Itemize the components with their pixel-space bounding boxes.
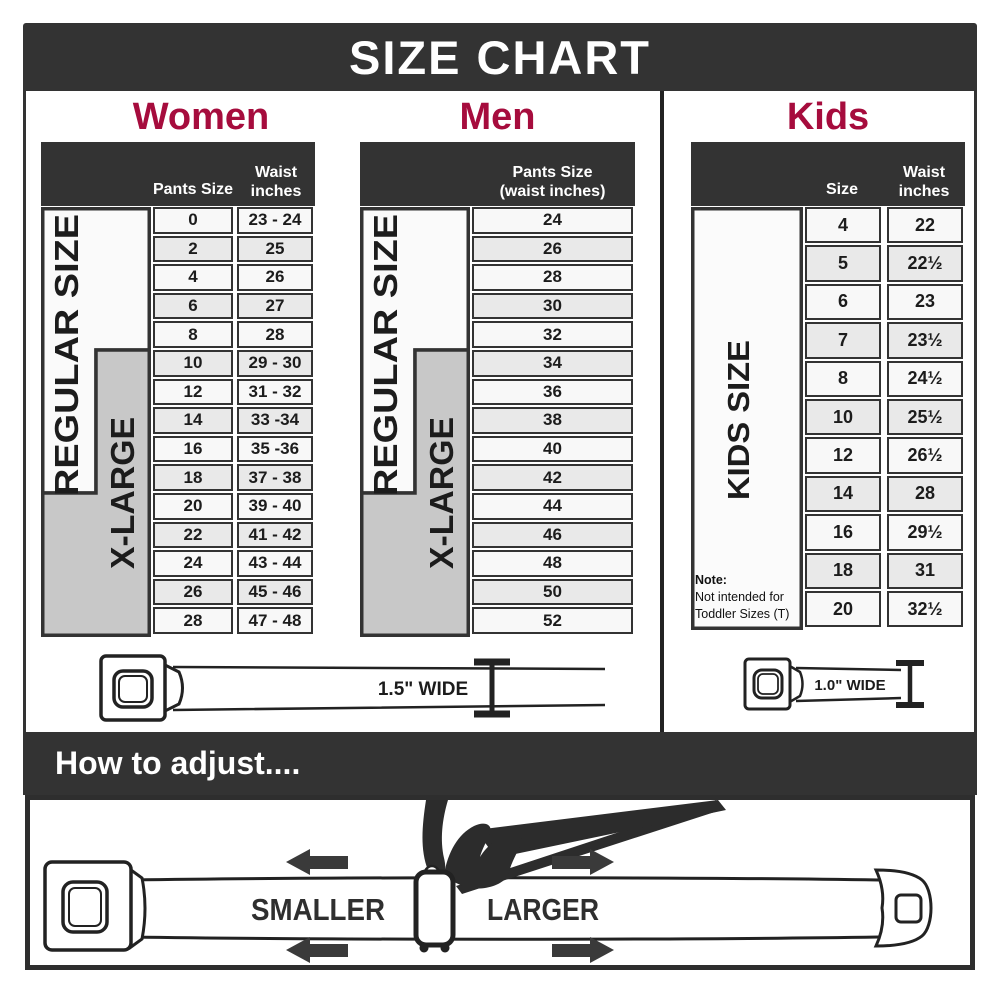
women-col-waist-line1: Waist — [254, 164, 298, 181]
women-col-waist-inches — [237, 163, 315, 201]
table-cell: 32 — [472, 321, 633, 348]
table-cell: 24 — [472, 207, 633, 234]
kids-belt-illustration — [738, 655, 933, 713]
buckle-button-inner — [69, 888, 101, 926]
belt-slider — [416, 872, 453, 953]
women-regular-label: REGULAR SIZE — [48, 250, 85, 496]
hand-icon — [423, 800, 727, 889]
table-cell: 16 — [153, 436, 233, 463]
table-cell: 22 — [887, 207, 963, 243]
table-cell: 14 — [153, 407, 233, 434]
kids-section-title: Kids — [786, 96, 870, 138]
women-size-band — [41, 207, 151, 637]
adult-belt-illustration — [93, 650, 613, 728]
buckle-button-inner — [758, 674, 778, 694]
table-cell: 0 — [153, 207, 233, 234]
table-cell: 22 — [153, 522, 233, 549]
men-col-line1: Pants Size — [512, 164, 593, 181]
men-section-title: Men — [459, 96, 536, 138]
table-cell: 28 — [887, 476, 963, 512]
table-cell: 44 — [472, 493, 633, 520]
table-cell: 10 — [805, 399, 881, 435]
table-cell: 23 - 24 — [237, 207, 313, 234]
women-col-waist-line2: inches — [250, 183, 302, 200]
kids-note-title: Note: — [695, 573, 727, 587]
kids-band-label: KIDS SIZE — [721, 348, 756, 500]
kids-col-waist-line2: inches — [898, 183, 950, 200]
table-cell: 27 — [237, 293, 313, 320]
table-cell: 52 — [472, 607, 633, 634]
table-cell: 16 — [805, 514, 881, 550]
table-cell: 4 — [805, 207, 881, 243]
men-regular-label: REGULAR SIZE — [367, 250, 404, 496]
table-cell: 45 - 46 — [237, 579, 313, 606]
table-cell: 26 — [237, 264, 313, 291]
table-cell: 47 - 48 — [237, 607, 313, 634]
kids-col-waist-inches — [883, 163, 965, 201]
adult-belt-width-label: 1.5" WIDE — [377, 679, 469, 700]
men-size-band — [360, 207, 470, 637]
table-cell: 8 — [153, 321, 233, 348]
kids-col-size: Size — [825, 181, 858, 198]
table-cell: 12 — [153, 379, 233, 406]
kids-table-header — [691, 142, 965, 206]
how-to-adjust-title: How to adjust.... — [55, 745, 301, 781]
arrow-left-icon — [286, 937, 310, 963]
kids-note-line3: Toddler Sizes (T) — [695, 607, 790, 621]
arrow-left-icon — [286, 849, 310, 875]
table-cell: 48 — [472, 550, 633, 577]
table-cell: 39 - 40 — [237, 493, 313, 520]
women-section-title: Women — [132, 96, 270, 138]
table-cell: 26½ — [887, 437, 963, 473]
table-cell: 7 — [805, 322, 881, 358]
table-cell: 43 - 44 — [237, 550, 313, 577]
table-cell: 8 — [805, 361, 881, 397]
table-cell: 35 -36 — [237, 436, 313, 463]
table-cell: 30 — [472, 293, 633, 320]
panel-divider — [660, 91, 664, 732]
table-cell: 22½ — [887, 245, 963, 281]
table-cell: 37 - 38 — [237, 464, 313, 491]
table-cell: 42 — [472, 464, 633, 491]
table-cell: 18 — [805, 553, 881, 589]
table-cell: 20 — [805, 591, 881, 627]
table-cell: 28 — [153, 607, 233, 634]
table-cell: 26 — [472, 236, 633, 263]
table-cell: 31 - 32 — [237, 379, 313, 406]
table-cell: 28 — [472, 264, 633, 291]
men-size-table — [472, 207, 633, 634]
larger-label: LARGER — [487, 892, 599, 927]
table-cell: 12 — [805, 437, 881, 473]
table-cell: 40 — [472, 436, 633, 463]
table-cell: 23 — [887, 284, 963, 320]
chart-panel — [23, 91, 977, 732]
kids-note-line2: Not intended for — [695, 590, 784, 604]
table-cell: 29 - 30 — [237, 350, 313, 377]
table-cell: 4 — [153, 264, 233, 291]
adjust-illustration-panel — [25, 795, 975, 970]
table-cell: 41 - 42 — [237, 522, 313, 549]
table-cell: 26 — [153, 579, 233, 606]
table-cell: 29½ — [887, 514, 963, 550]
adjust-illustration — [30, 800, 970, 965]
men-col-line2: (waist inches) — [499, 183, 606, 200]
kids-note — [695, 572, 803, 623]
table-cell: 24½ — [887, 361, 963, 397]
kids-belt-width-label: 1.0" WIDE — [814, 677, 886, 694]
table-cell: 6 — [805, 284, 881, 320]
kids-size-table — [805, 207, 963, 627]
belt-tip-hole — [896, 895, 921, 922]
table-cell: 24 — [153, 550, 233, 577]
table-cell: 5 — [805, 245, 881, 281]
table-cell: 36 — [472, 379, 633, 406]
title-banner — [23, 23, 977, 91]
table-cell: 38 — [472, 407, 633, 434]
buckle-flap — [131, 870, 145, 947]
table-cell: 25 — [237, 236, 313, 263]
buckle-button-inner — [119, 676, 147, 702]
women-col-pants-size: Pants Size — [152, 181, 234, 198]
page-title: SIZE CHART — [349, 30, 651, 84]
table-cell: 6 — [153, 293, 233, 320]
table-cell: 32½ — [887, 591, 963, 627]
table-cell: 46 — [472, 522, 633, 549]
how-to-adjust-band — [23, 732, 977, 795]
women-size-table — [153, 207, 313, 634]
table-cell: 34 — [472, 350, 633, 377]
table-cell: 10 — [153, 350, 233, 377]
kids-col-waist-line1: Waist — [902, 164, 946, 181]
men-col-pants-size — [470, 163, 635, 201]
table-cell: 33 -34 — [237, 407, 313, 434]
table-cell: 50 — [472, 579, 633, 606]
table-cell: 20 — [153, 493, 233, 520]
table-cell: 18 — [153, 464, 233, 491]
women-xlarge-label: X-LARGE — [104, 420, 141, 569]
men-xlarge-label: X-LARGE — [423, 420, 460, 569]
smaller-label: SMALLER — [251, 892, 385, 927]
table-cell: 23½ — [887, 322, 963, 358]
table-cell: 28 — [237, 321, 313, 348]
table-cell: 14 — [805, 476, 881, 512]
table-cell: 2 — [153, 236, 233, 263]
arrow-right-icon — [590, 937, 614, 963]
men-table-header — [360, 142, 635, 206]
table-cell: 31 — [887, 553, 963, 589]
arrow-right-icon — [590, 849, 614, 875]
women-table-header — [41, 142, 315, 206]
kids-size-band — [691, 207, 803, 630]
table-cell: 25½ — [887, 399, 963, 435]
